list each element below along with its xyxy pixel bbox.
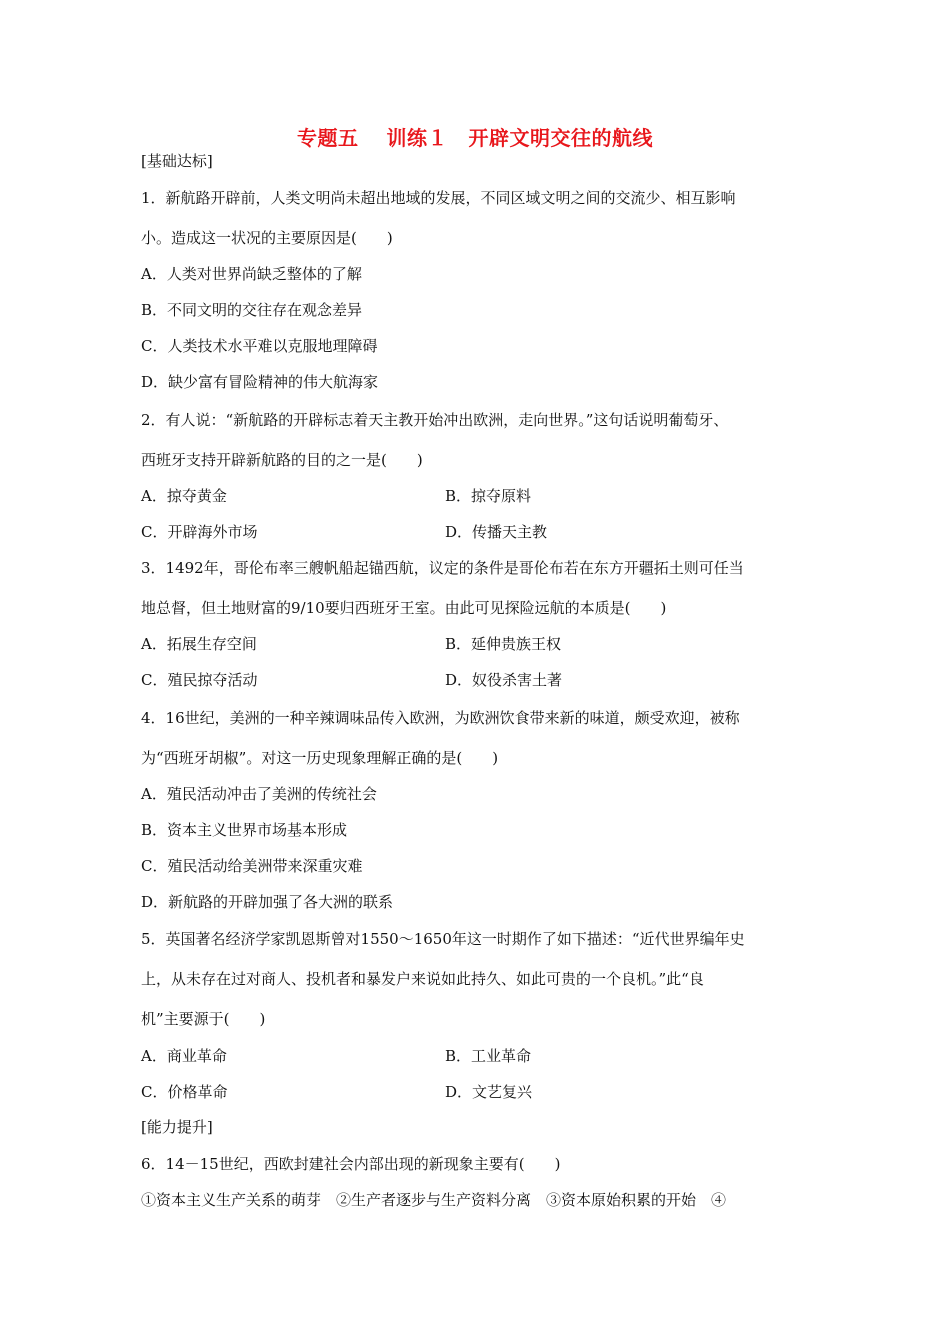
section-basic: [基础达标]: [141, 152, 213, 170]
q3-option-a: A．拓展生存空间: [141, 635, 257, 653]
q2-option-c: C．开辟海外市场: [141, 523, 258, 541]
q4-stem-line1: 4．16世纪，美洲的一种辛辣调味品传入欧洲，为欧洲饮食带来新的味道，颇受欢迎，被称: [141, 709, 740, 727]
q3-stem-line2: 地总督，但土地财富的9/10要归西班牙王室。由此可见探险远航的本质是( ): [141, 599, 667, 617]
q5-option-a: A．商业革命: [141, 1047, 227, 1065]
q3-option-c: C．殖民掠夺活动: [141, 671, 258, 689]
q4-option-d: D．新航路的开辟加强了各大洲的联系: [141, 893, 394, 911]
q5-option-d: D．文艺复兴: [445, 1083, 533, 1101]
q4-option-c: C．殖民活动给美洲带来深重灾难: [141, 857, 363, 875]
q4-option-b: B．资本主义世界市场基本形成: [141, 821, 348, 839]
q3-stem-line1: 3．1492年，哥伦布率三艘帆船起锚西航，议定的条件是哥伦布若在东方开疆拓土则可任当: [141, 559, 744, 577]
page-title: 专题五 训练１ 开辟文明交往的航线: [297, 126, 653, 150]
q2-stem-line1: 2．有人说：“新航路的开辟标志着天主教开始冲出欧洲，走向世界。”这句话说明葡萄牙、: [141, 411, 729, 429]
q1-option-b: B．不同文明的交往存在观念差异: [141, 301, 363, 319]
q5-stem-line2: 上，从未存在过对商人、投机者和暴发户来说如此持久、如此可贵的一个良机。”此“良: [141, 970, 704, 988]
q5-option-b: B．工业革命: [445, 1047, 532, 1065]
q3-option-d: D．奴役杀害土著: [445, 671, 563, 689]
section-advanced: [能力提升]: [141, 1118, 213, 1136]
q1-option-a: A．人类对世界尚缺乏整体的了解: [141, 265, 362, 283]
q3-option-b: B．延伸贵族王权: [445, 635, 562, 653]
q1-option-d: D．缺少富有冒险精神的伟大航海家: [141, 373, 379, 391]
q6-stem-line2: ①资本主义生产关系的萌芽 ②生产者逐步与生产资料分离 ③资本原始积累的开始 ④: [141, 1191, 727, 1209]
q2-stem-line2: 西班牙支持开辟新航路的目的之一是( ): [141, 451, 423, 469]
q4-stem-line2: 为“西班牙胡椒”。对这一历史现象理解正确的是( ): [141, 749, 499, 767]
q5-stem-line3: 机”主要源于( ): [141, 1010, 266, 1028]
q2-option-a: A．掠夺黄金: [141, 487, 227, 505]
q1-stem-line1: 1．新航路开辟前，人类文明尚未超出地域的发展，不同区域文明之间的交流少、相互影响: [141, 189, 736, 207]
q2-option-d: D．传播天主教: [445, 523, 548, 541]
q5-stem-line1: 5．英国著名经济学家凯恩斯曾对1550～1650年这一时期作了如下描述：“近代世界编年史: [141, 930, 745, 948]
q2-option-b: B．掠夺原料: [445, 487, 532, 505]
q5-option-c: C．价格革命: [141, 1083, 228, 1101]
q1-option-c: C．人类技术水平难以克服地理障碍: [141, 337, 378, 355]
q1-stem-line2: 小。造成这一状况的主要原因是( ): [141, 229, 393, 247]
q6-stem-line1: 6．14－15世纪，西欧封建社会内部出现的新现象主要有( ): [141, 1155, 561, 1173]
q4-option-a: A．殖民活动冲击了美洲的传统社会: [141, 785, 377, 803]
